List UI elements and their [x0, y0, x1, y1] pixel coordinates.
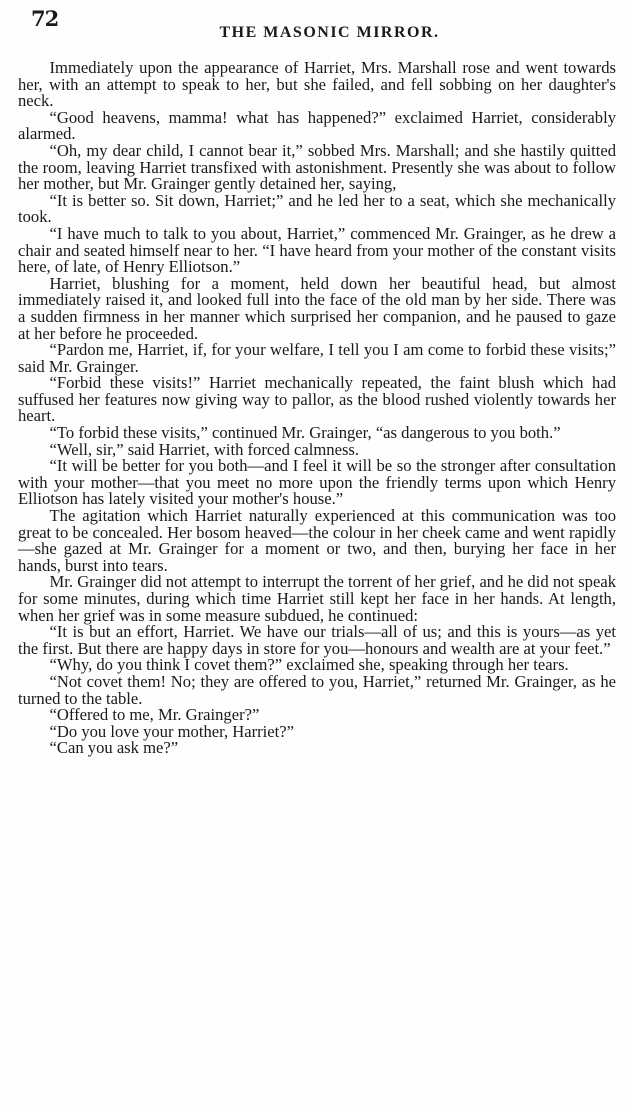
- paragraph: “Why, do you think I covet them?” exclaimed she, speaking through her tears.: [49, 655, 569, 675]
- paragraph: “Oh, my dear child, I cannot bear it,” sobbed Mrs. Marshall; and she hastily quitted the room, leaving Harriet transfixed with astonishment. Presently she was about to follow her mother, but Mr. Grainger gently detained her, saying,: [18, 140, 616, 194]
- paragraph: “To forbid these visits,” continued Mr. Grainger, “as dangerous to you both.”: [49, 423, 561, 443]
- paragraph: “I have much to talk to you about, Harriet,” commenced Mr. Grainger, as he drew a chair and seated himself near to her. “I have heard from your mother of the constant visits here, of late, of Henry Elliotson.”: [18, 223, 616, 277]
- paragraph: “Can you ask me?”: [49, 738, 179, 758]
- paragraph: “It will be better for you both—and I feel it will be so the stronger after consultation with your mother—that you meet no more upon the friendly terms upon which Henry Elliotson has lately visited your mother's house.”: [18, 456, 616, 509]
- paragraph: “Do you love your mother, Harriet?”: [49, 721, 294, 741]
- paragraph: Immediately upon the appearance of Harriet, Mrs. Marshall rose and went towards her, with an attempt to speak to her, but she failed, and fell sobbing on her daughter's neck.: [18, 58, 616, 111]
- paragraph: “Good heavens, mamma! what has happened?” exclaimed Harriet, considerably alarmed.: [18, 107, 616, 144]
- paragraph: Harriet, blushing for a moment, held down her beautiful head, but almost immediately raised it, and looked full into the face of the old man by her side. There was a sudden firmness in her manner which surprised her companion, and he paused to gaze at her before he proceeded.: [18, 273, 616, 343]
- paragraph: “Well, sir,” said Harriet, with forced calmness.: [49, 439, 360, 459]
- paragraph: “Offered to me, Mr. Grainger?”: [49, 705, 260, 725]
- paragraph: “Not covet them! No; they are offered to you, Harriet,” returned Mr. Grainger, as he turned to the table.: [18, 671, 616, 708]
- paragraph: “Forbid these visits!” Harriet mechanically repeated, the faint blush which had suffused her features now giving way to pallor, as the blood rushed violently towards her heart.: [18, 373, 616, 426]
- paragraph: The agitation which Harriet naturally experienced at this communication was too great to be concealed. Her bosom heaved—the colour in her cheek came and went rapidly—she gazed at Mr. Grainger for a moment or two, and then, burying her face in her hands, burst into tears.: [18, 506, 616, 575]
- paragraph: “Pardon me, Harriet, if, for your welfare, I tell you I am come to forbid these visits;” said Mr. Grainger.: [18, 340, 616, 376]
- paragraph: “It is better so. Sit down, Harriet;” and he led her to a seat, which she mechanically took.: [18, 190, 616, 227]
- paragraph: Mr. Grainger did not attempt to interrupt the torrent of her grief, and he did not speak for some minutes, during which time Harriet still kept her face in her hands. At length, when her grief was in some measure subdued, he continued:: [18, 572, 616, 625]
- running-title: THE MASONIC MIRROR.: [219, 24, 440, 41]
- body-text: [18, 60, 616, 757]
- page-number: 72: [31, 6, 59, 31]
- paragraph: “It is but an effort, Harriet. We have our trials—all of us; and this is yours—as yet the first. But there are happy days in store for you—honours and wealth are at your feet.”: [18, 622, 616, 658]
